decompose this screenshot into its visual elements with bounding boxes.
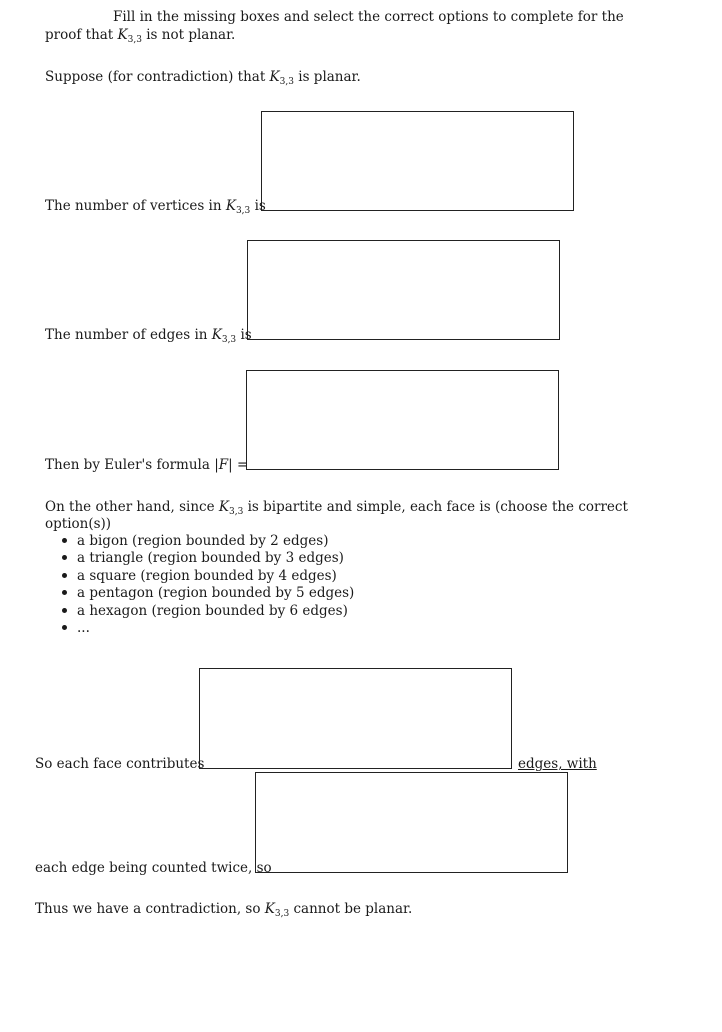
face-option-square[interactable]: a square (region bounded by 4 edges) <box>62 568 337 585</box>
inequality-answer-box[interactable] <box>255 772 568 873</box>
bullet-icon <box>62 590 67 595</box>
bullet-icon <box>62 555 67 560</box>
intro-line-2: proof that $K_{3,3}$ is not planar. <box>45 27 236 45</box>
face-option-hexagon[interactable]: a hexagon (region bounded by 6 edges) <box>62 603 348 620</box>
edges-answer-box[interactable] <box>247 240 560 340</box>
contribute-suffix: edges, with <box>518 756 597 772</box>
edges-line: The number of edges in $K_{3,3}$ is <box>45 327 252 345</box>
graph-name: $K_{3,3}$ <box>269 69 294 87</box>
graph-name: $K_{3,3}$ <box>264 901 290 919</box>
graph-name: $K_{3,3}$ <box>218 499 244 517</box>
contribute-line: So each face contributes <box>35 756 205 772</box>
euler-line: Then by Euler's formula |F| = <box>45 457 249 473</box>
intro-line-1: Fill in the missing boxes and select the correct options to complete for the <box>113 9 624 25</box>
face-option-pentagon[interactable]: a pentagon (region bounded by 5 edges) <box>62 585 354 602</box>
counted-line: each edge being counted twice, so <box>35 860 272 876</box>
faces-answer-box[interactable] <box>246 370 559 470</box>
other-hand-line-1: On the other hand, since $K_{3,3}$ is bipartite and simple, each face is (choose the correct <box>45 499 628 517</box>
face-edges-answer-box[interactable] <box>199 668 512 769</box>
vertices-line: The number of vertices in $K_{3,3}$ is <box>45 198 266 216</box>
vertices-answer-box[interactable] <box>261 111 574 211</box>
graph-name: $K_{3,3}$ <box>225 198 251 216</box>
other-hand-line-2: option(s)) <box>45 516 112 532</box>
bullet-icon <box>62 608 67 613</box>
bullet-icon <box>62 573 67 578</box>
face-option-more[interactable]: ... <box>62 620 90 637</box>
suppose-line: Suppose (for contradiction) that $K_{3,3}$ is planar. <box>45 69 361 87</box>
face-option-bigon[interactable]: a bigon (region bounded by 2 edges) <box>62 533 328 550</box>
graph-name: $K_{3,3}$ <box>117 27 142 45</box>
bullet-icon <box>62 625 67 630</box>
graph-name: $K_{3,3}$ <box>211 327 237 345</box>
conclusion-line: Thus we have a contradiction, so $K_{3,3}$ cannot be planar. <box>35 901 413 919</box>
bullet-icon <box>62 538 67 543</box>
face-option-triangle[interactable]: a triangle (region bounded by 3 edges) <box>62 550 344 567</box>
